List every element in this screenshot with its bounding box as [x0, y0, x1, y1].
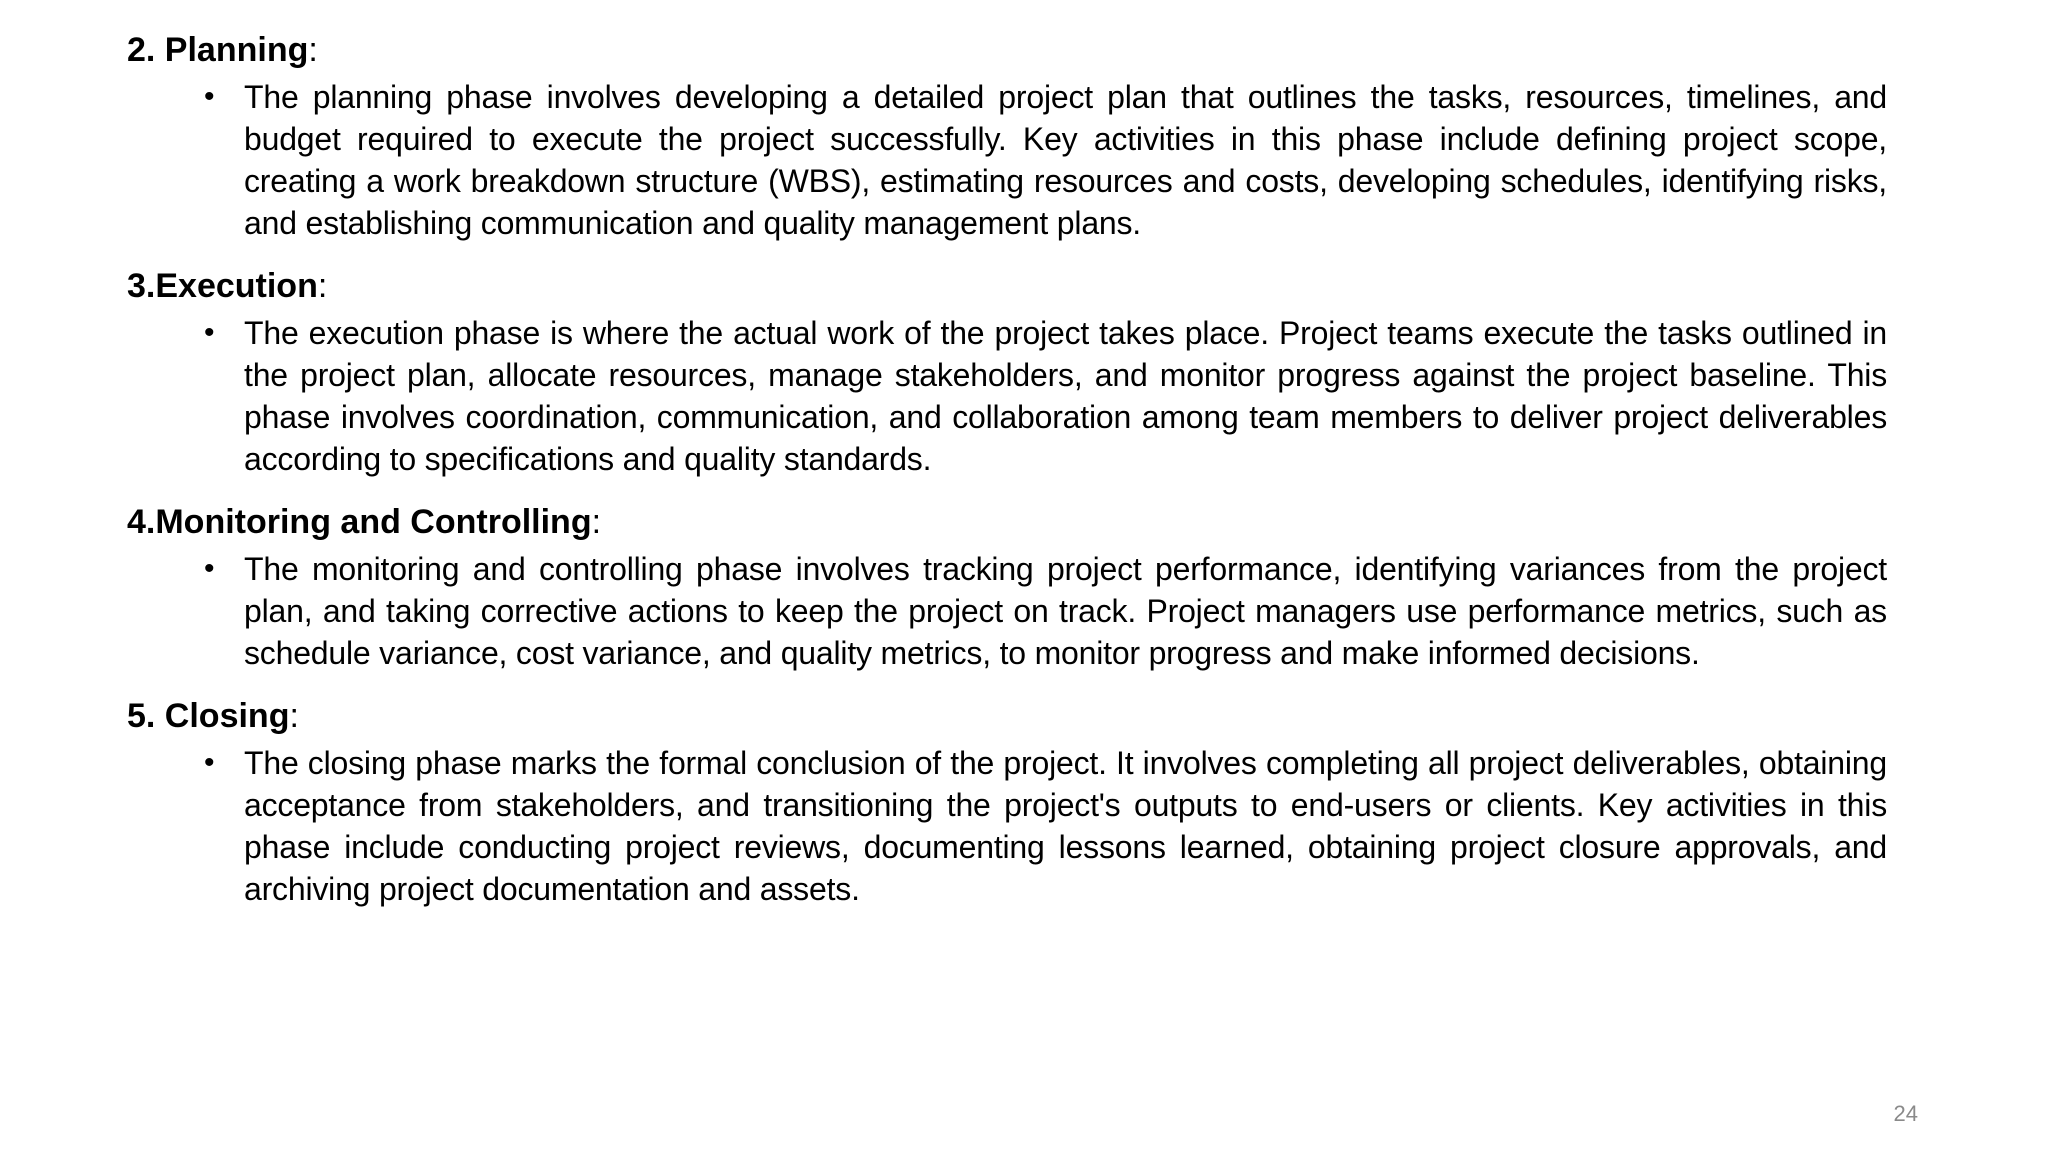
bullet-item — [127, 548, 1887, 674]
phase-heading — [127, 498, 1887, 546]
bullet-icon: • — [204, 316, 215, 349]
phase-title: 4.Monitoring and Controlling — [127, 503, 592, 541]
bullet-icon: • — [204, 746, 215, 779]
phase-closing — [127, 692, 1887, 910]
bullet-text: The planning phase involves developing a detailed project plan that outlines the tasks, resources, timelines, and budget required to execute the project successfully. Key activities in this phase include defining project scope, creating a work breakdown structure (WBS), estimating resources and costs, developing schedules, identifying risks, and establishing communication and quality management plans. — [244, 79, 1887, 241]
page-number: 24 — [1893, 1101, 1918, 1126]
phase-title: 5. Closing — [127, 697, 290, 735]
bullet-item — [127, 312, 1887, 480]
slide-content — [127, 26, 1887, 928]
bullet-text: The monitoring and controlling phase involves tracking project performance, identifying variances from the project plan, and taking corrective actions to keep the project on track. Project managers use performance metrics, such as schedule variance, cost variance, and quality metrics, to monitor progress and make informed decisions. — [244, 551, 1887, 671]
bullet-text: The closing phase marks the formal conclusion of the project. It involves completing all project deliverables, obtaining acceptance from stakeholders, and transitioning the project's outputs to end-users or clients. Key activities in this phase include conducting project reviews, documenting lessons learned, obtaining project closure approvals, and archiving project documentation and assets. — [244, 745, 1887, 907]
phase-monitoring-controlling — [127, 498, 1887, 674]
bullet-icon: • — [204, 552, 215, 585]
bullet-icon: • — [204, 80, 215, 113]
phase-heading — [127, 262, 1887, 310]
bullet-text: The execution phase is where the actual work of the project takes place. Project teams execute the tasks outlined in the project plan, allocate resources, manage stakeholders, and monitor progress against the project baseline. This phase involves coordination, communication, and collaboration among team members to deliver project deliverables according to specifications and quality standards. — [244, 315, 1887, 477]
phase-title: 3.Execution — [127, 267, 318, 305]
phase-planning — [127, 26, 1887, 244]
phase-title: 2. Planning — [127, 31, 309, 69]
heading-colon: : — [591, 503, 602, 541]
phase-heading — [127, 692, 1887, 740]
bullet-item — [127, 742, 1887, 910]
heading-colon: : — [308, 31, 318, 69]
phase-execution — [127, 262, 1887, 480]
phase-heading — [127, 26, 1887, 74]
heading-colon: : — [289, 697, 299, 735]
heading-colon: : — [317, 267, 328, 305]
bullet-item — [127, 76, 1887, 244]
